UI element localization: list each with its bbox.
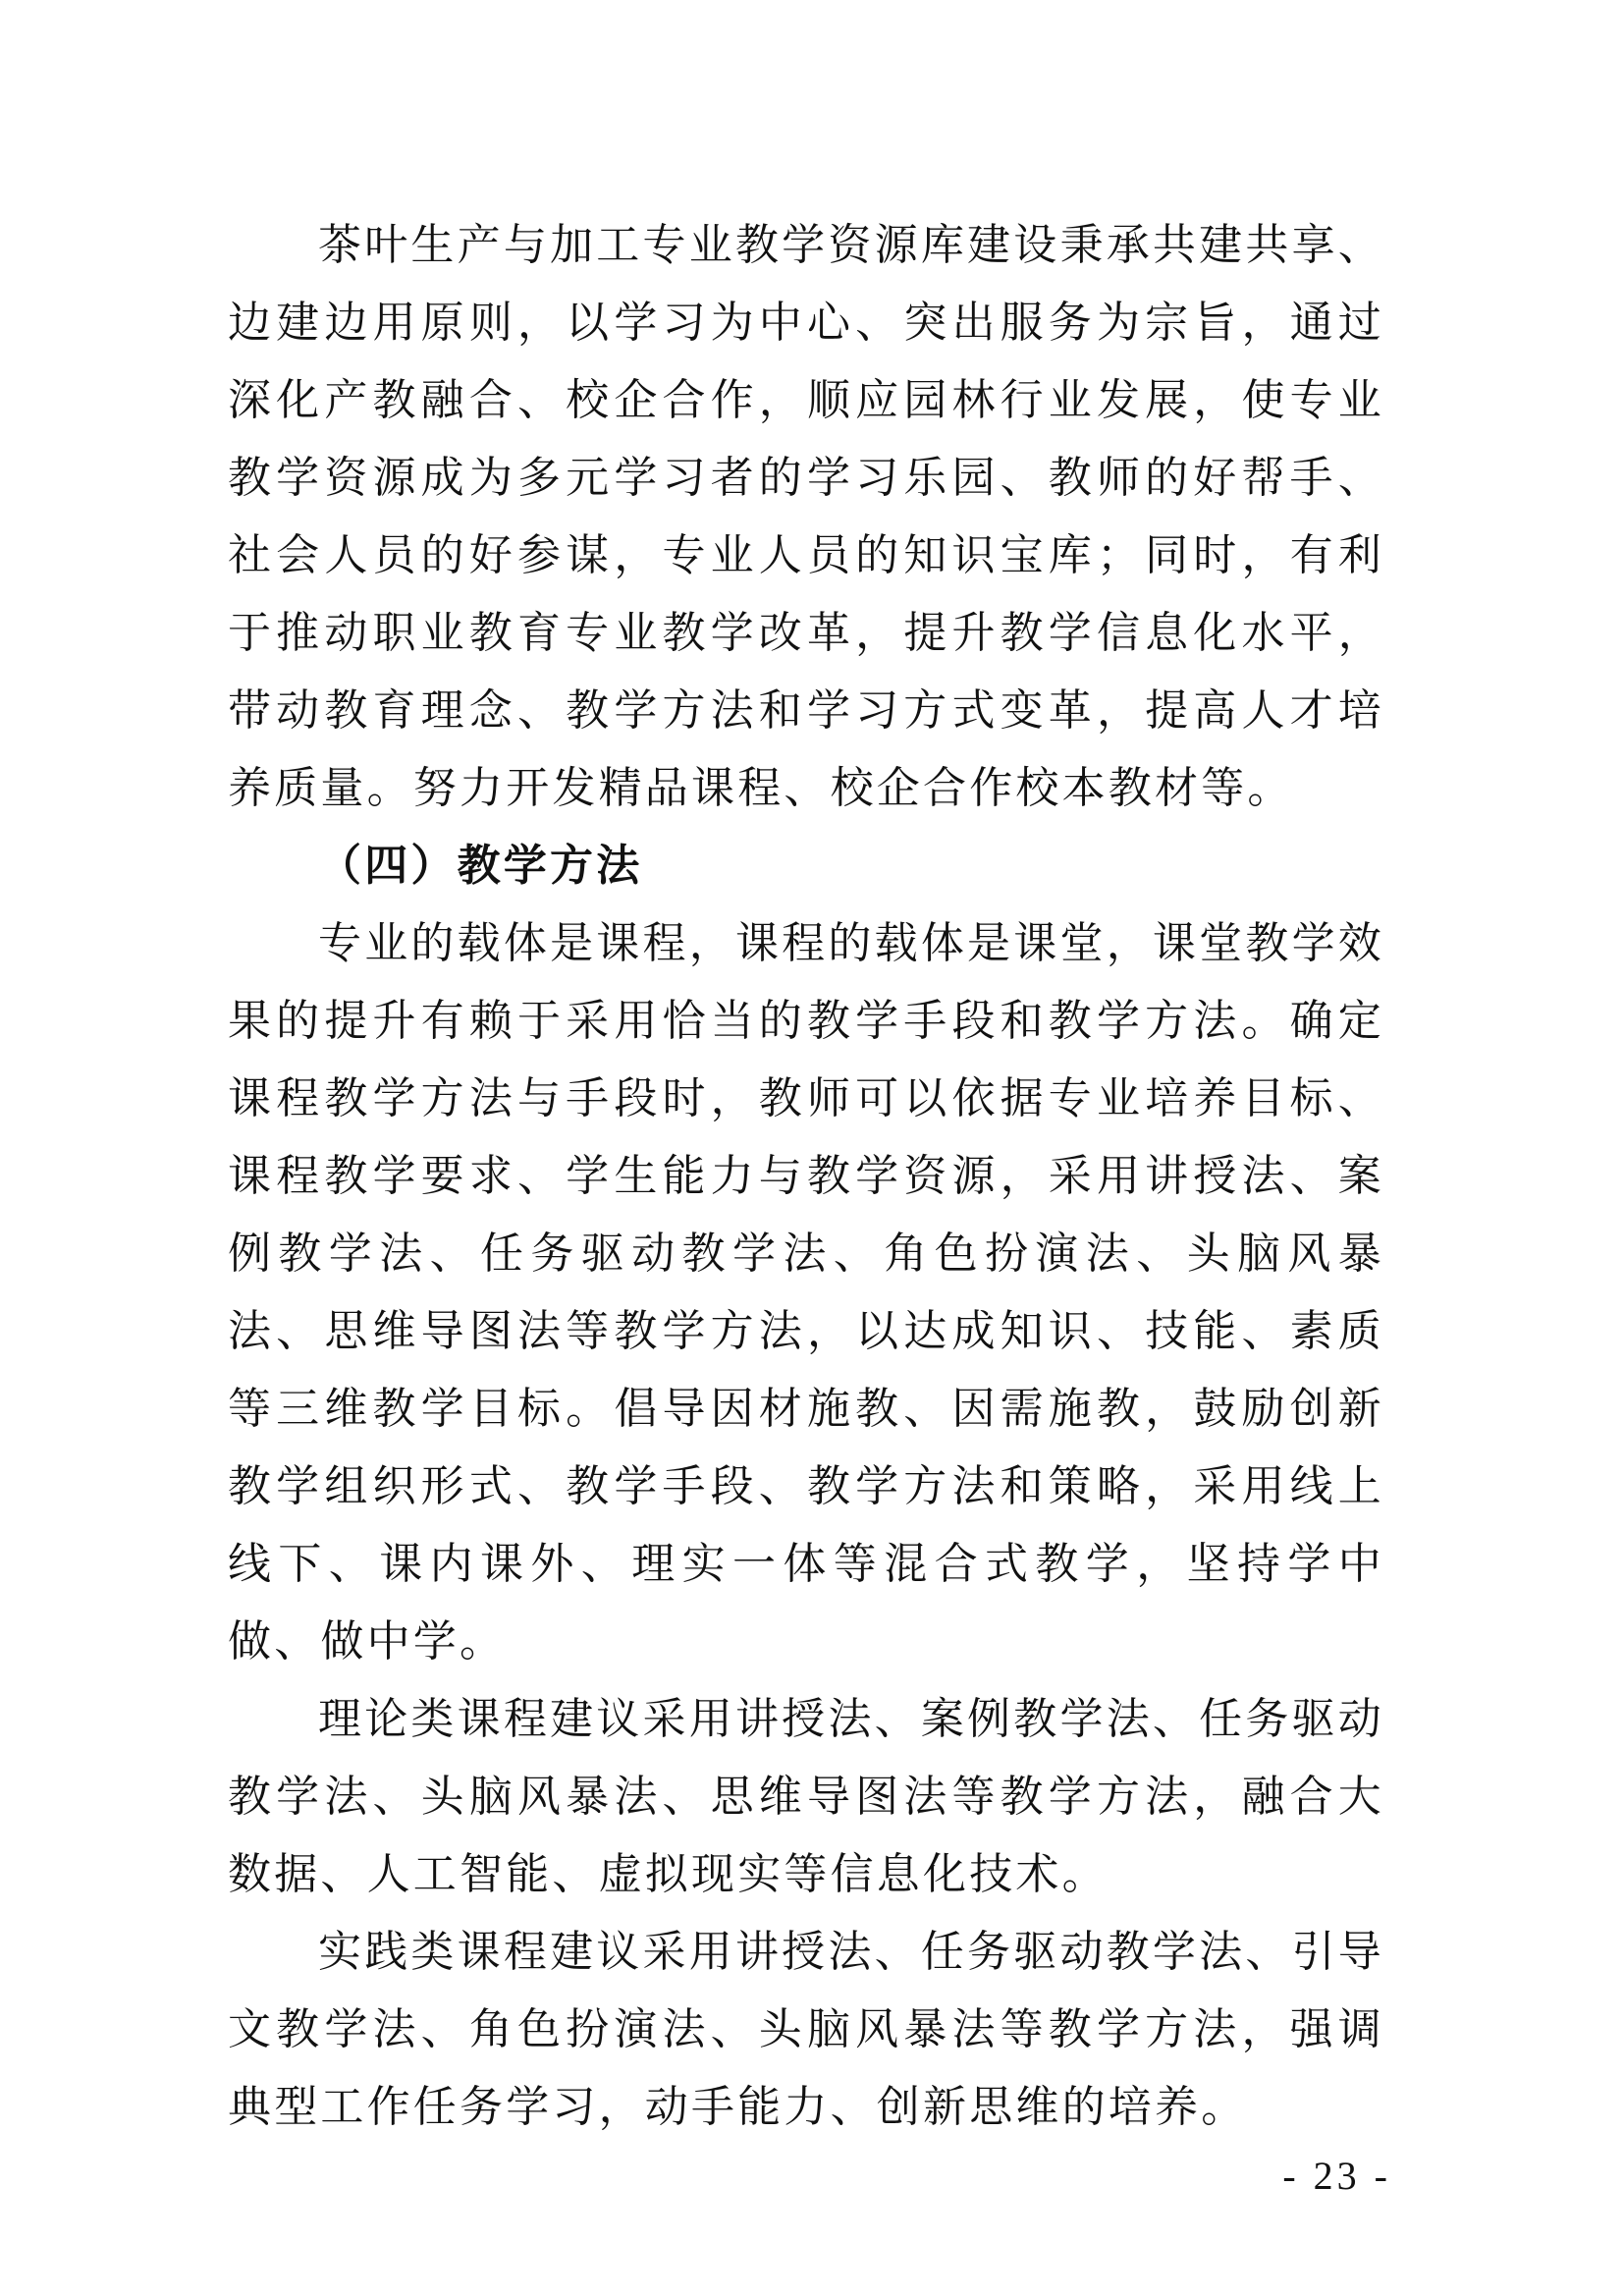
paragraph-practice-courses: 实践类课程建议采用讲授法、任务驱动教学法、引导文教学法、角色扮演法、头脑风暴法等教学方法，强调典型工作任务学习，动手能力、创新思维的培养。 — [228, 1927, 1384, 2132]
section-heading-teaching-methods: （四）教学方法 — [318, 841, 643, 891]
paragraph-course-methods: 专业的载体是课程，课程的载体是课堂，课堂教学效果的提升有赖于采用恰当的教学手段和教学方法。确定课程教学方法与手段时，教师可以依据专业培养目标、课程教学要求、学生能力与教学资源，采用讲授法、案例教学法、任务驱动教学法、角色扮演法、头脑风暴法、思维导图法等教学方法，以达成知识、技能、素质等三维教学目标。倡导因材施教、因需施教，鼓励创新教学组织形式、教学手段、教学方法和策略，采用线上线下、课内课外、理实一体等混合式教学，坚持学中做、做中学。 — [228, 918, 1384, 1667]
paragraph-resource-library: 茶叶生产与加工专业教学资源库建设秉承共建共享、边建边用原则，以学习为中心、突出服务为宗旨，通过深化产教融合、校企合作，顺应园林行业发展，使专业教学资源成为多元学习者的学习乐园、教师的好帮手、社会人员的好参谋，专业人员的知识宝库；同时，有利于推动职业教育专业教学改革，提升教学信息化水平，带动教育理念、教学方法和学习方式变革，提高人才培养质量。努力开发精品课程、校企合作校本教材等。 — [228, 220, 1384, 813]
page-number: - 23 - — [1282, 2154, 1391, 2198]
paragraph-theory-courses: 理论类课程建议采用讲授法、案例教学法、任务驱动教学法、头脑风暴法、思维导图法等教学方法，融合大数据、人工智能、虚拟现实等信息化技术。 — [228, 1694, 1384, 1899]
document-body — [228, 206, 1384, 2146]
